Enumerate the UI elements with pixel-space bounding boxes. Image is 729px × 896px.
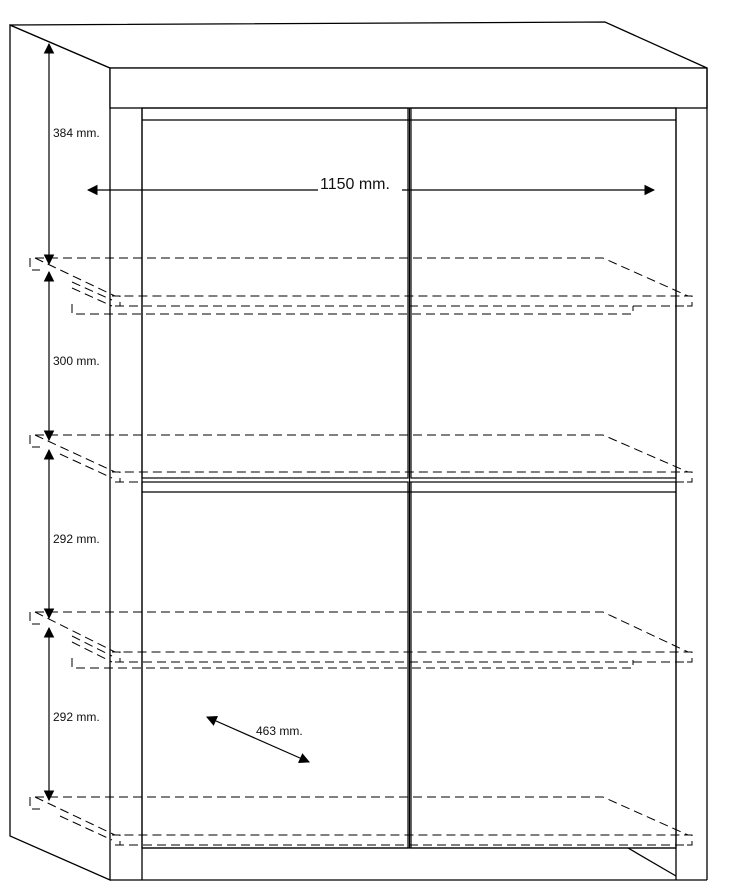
door-top-right <box>411 108 676 478</box>
shelf-3 <box>30 612 692 668</box>
width-label: 1150 mm. <box>320 176 390 193</box>
top-gap-label: 384 mm. <box>53 126 100 140</box>
plinth-slope <box>628 848 676 876</box>
shelf-gap-2-label: 292 mm. <box>53 532 100 546</box>
depth-label: 463 mm. <box>256 724 303 738</box>
shelf-4 <box>30 797 692 845</box>
shelf-gap-1-label: 300 mm. <box>53 354 100 368</box>
left-side-panel <box>10 25 110 880</box>
top-surface <box>10 22 707 68</box>
door-bottom-left <box>142 482 408 848</box>
door-bottom-right <box>411 482 676 848</box>
shelf-gap-3-label: 292 mm. <box>53 710 100 724</box>
front-frame <box>110 68 707 108</box>
shelf-2 <box>30 435 692 482</box>
hidden-shelves <box>30 258 692 845</box>
dimension-arrows <box>49 44 654 800</box>
shelf-1 <box>30 258 692 314</box>
cabinet-body <box>10 22 707 880</box>
door-top-left <box>142 108 408 478</box>
doors <box>142 108 676 848</box>
